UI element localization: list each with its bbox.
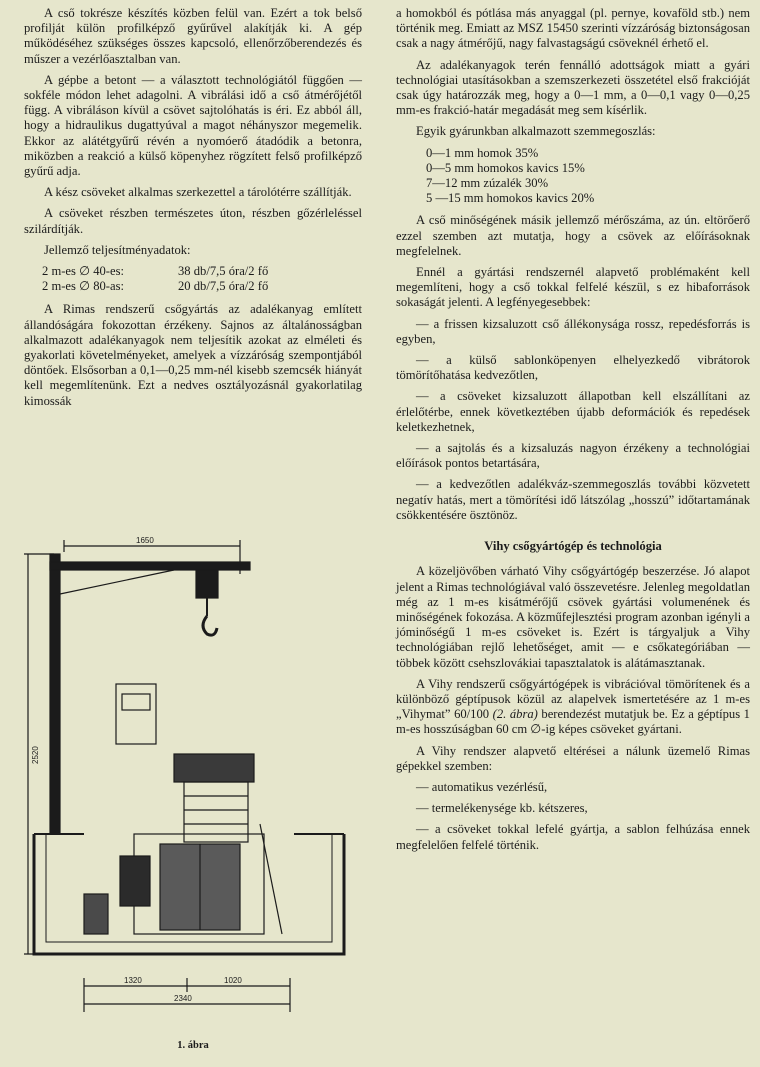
list-item: 5 —15 mm homokos kavics 20% (426, 191, 595, 206)
dim-bottom-total-label: 2340 (174, 994, 192, 1003)
spec-value: 20 db/7,5 óra/2 fő (178, 279, 269, 294)
dim-top-label: 1650 (136, 536, 154, 545)
list-item: — a csöveket kizsaluzott állapotban kell elszállítani az érlelőtérbe, ennek következtében újabb deformációk és repedések keletkezhetnek, (396, 389, 750, 434)
left-column (24, 6, 362, 415)
paragraph: A kész csöveket alkalmas szerkezettel a tárolótérre szállítják. (44, 185, 352, 200)
spec-label: 2 m-es ∅ 80-as: (42, 279, 124, 294)
pipe-machine-drawing (24, 534, 362, 1034)
spec-value: 38 db/7,5 óra/2 fő (178, 264, 269, 279)
text-run: berendezést mutatjuk be. Ez a géptípus 1 m-es hosszúságban 60 cm ∅-ig képes csöveket gyártani. (396, 707, 750, 737)
paragraph: A csöveket részben természetes úton, részben gőzérleléssel szilárdítják. (24, 206, 362, 236)
list-item: — a külső sablonköpenyen elhelyezkedő vibrátorok tömörítőhatása kedvezőtlen, (396, 353, 750, 383)
paragraph: Jellemző teljesítményadatok: (44, 242, 191, 257)
paragraph: A közeljövőben várható Vihy csőgyártógép beszerzése. Jó alapot jelent a Rimas technológiával való összevetésre. Jelenleg megoldatlan még az 1 m-es kisátmérőjű csövek gyártási volumenének és minőségének fokozása. A közműfejlesztési program azonban igényli a jóminőségű 1 m-es csöveket is. Ezért is tárgyaljuk a Vihy technológiában rejlő lehetőséget, amit — e csőkategóriában — többek között csehszlovákiai tapasztalatok is alátámasztanak. (396, 564, 750, 670)
right-column (396, 6, 750, 859)
paragraph: A Rimas rendszerű csőgyártás az adalékanyag említett állandóságára fokozottan érzékeny. Sajnos az általánosságban alkalmazott adalékanyagok nem teljesítik azokat az elméleti és gyakorlati követelményeket, amelyek a vízzáróság szempontjából döntőek. Elsősorban a 0,1—0,25 mm-nél kisebb szemcsék hiányát kell megemlítenünk. Ezt a nedves osztályozásnál gyakorlatilag kimossák (24, 302, 362, 408)
spec-label: 2 m-es ∅ 40-es: (42, 264, 124, 279)
list-item: — a sajtolás és a kizsaluzás nagyon érzékeny a technológiai előírások pontos betartására, (396, 441, 750, 471)
list-item: 0—5 mm homokos kavics 15% (426, 160, 585, 175)
paragraph: A gépbe a betont — a választott technológiától függően — sokféle módon lehet adagolni. A vibrálási idő a cső átmérőjétől függ. A vibráláson kívül a csövet sajtolóhatás is éri. Ez abból áll, hogy a hidraulikus dugattyúval a magot néhányszor megemelik. Ekkor az alátétgyűrű révén a nyomóerő átadódik a betonra, miközben a reakció a külső köpenyhez rögzített felső profilképző gyűrű adja. (24, 72, 362, 179)
dim-bottom-right-label: 1020 (224, 976, 242, 985)
dim-height-label: 2520 (31, 746, 40, 764)
list-item: — automatikus vezérlésű, (416, 779, 548, 794)
text-run: A Vihy rendszerű csőgyártógépek is vibrációval tömörítenek és a különböző géptípusok közül az alapelvek ismertetésére az 1 m-es „Vihymat” 60/100 (396, 676, 750, 722)
dim-bottom-left-label: 1320 (124, 976, 142, 985)
paragraph: A Vihy rendszer alapvető eltérései a nálunk üzemelő Rimas gépekkel szemben: (396, 743, 750, 773)
list-item: — a csöveket tokkal lefelé gyártja, a sablon felhúzása ennek megfelelően felfelé történik. (396, 822, 750, 852)
spec-row (24, 264, 362, 279)
figure-reference: (2. ábra) (492, 707, 538, 722)
paragraph: A cső tokrésze készítés közben felül van. Ezért a tok belső profilját külön profilképző gyűrűvel alakítják ki. A gép működéséhez szükséges összes kapcsoló, ellenőrzőberendezés és műszer a vezérlőasztalban van. (24, 6, 362, 66)
section-heading: Vihy csőgyártógép és technológia (484, 539, 662, 554)
list-item: 0—1 mm homok 35% (426, 145, 539, 160)
figure-caption: 1. ábra (177, 1040, 209, 1051)
paragraph: Az adalékanyagok terén fennálló adottságok miatt a gyári technológiai utasításokban a szemszerkezeti összetétel első frakcióját csak úgy határozzák meg, hogy a 0—1 mm, a 0—0,1 vagy 0—0,25 mm-es frakció-határ megadását meg sem kísérlik. (396, 57, 750, 118)
list-item: — a frissen kizsaluzott cső állékonysága rossz, repedésforrás is egyben, (396, 316, 750, 346)
paragraph: Egyik gyárunkban alkalmazott szemmegoszlás: (416, 124, 656, 139)
figure-1 (24, 534, 362, 1064)
spec-row (24, 279, 362, 294)
list-item: 7—12 mm zúzalék 30% (426, 176, 549, 191)
grain-distribution-list (396, 146, 750, 207)
paragraph: A cső minőségének másik jellemző mérőszáma, az ún. eltörőerő ezzel szemben azt mutatja, hogy a csövek az előírásoknak megfelelnek. (396, 213, 750, 258)
paragraph (396, 677, 750, 738)
list-item: — termelékenysége kb. kétszeres, (416, 801, 588, 816)
paragraph: Ennél a gyártási rendszernél alapvető problémaként kell megemlíteni, hogy a cső tokkal felfelé készül, s ez hibaforrások sokaságát jelenti. A legfényegesebbek: (396, 265, 750, 310)
performance-specs (24, 264, 362, 294)
paragraph: a homokból és pótlása más anyaggal (pl. pernye, kovaföld stb.) nem történik meg. Emiatt az MSZ 15450 szerinti vízzáróság biztonságosan csak a nagy átmérőjű, nagy falvastagságú csöveknél érhető el. (396, 6, 750, 51)
list-item: — a kedvezőtlen adalékváz-szemmegoszlás további közvetett negatív hatás, mert a tömörítési idő látszólag „hosszú” időtartamának csökkentésére ösztönöz. (396, 477, 750, 522)
